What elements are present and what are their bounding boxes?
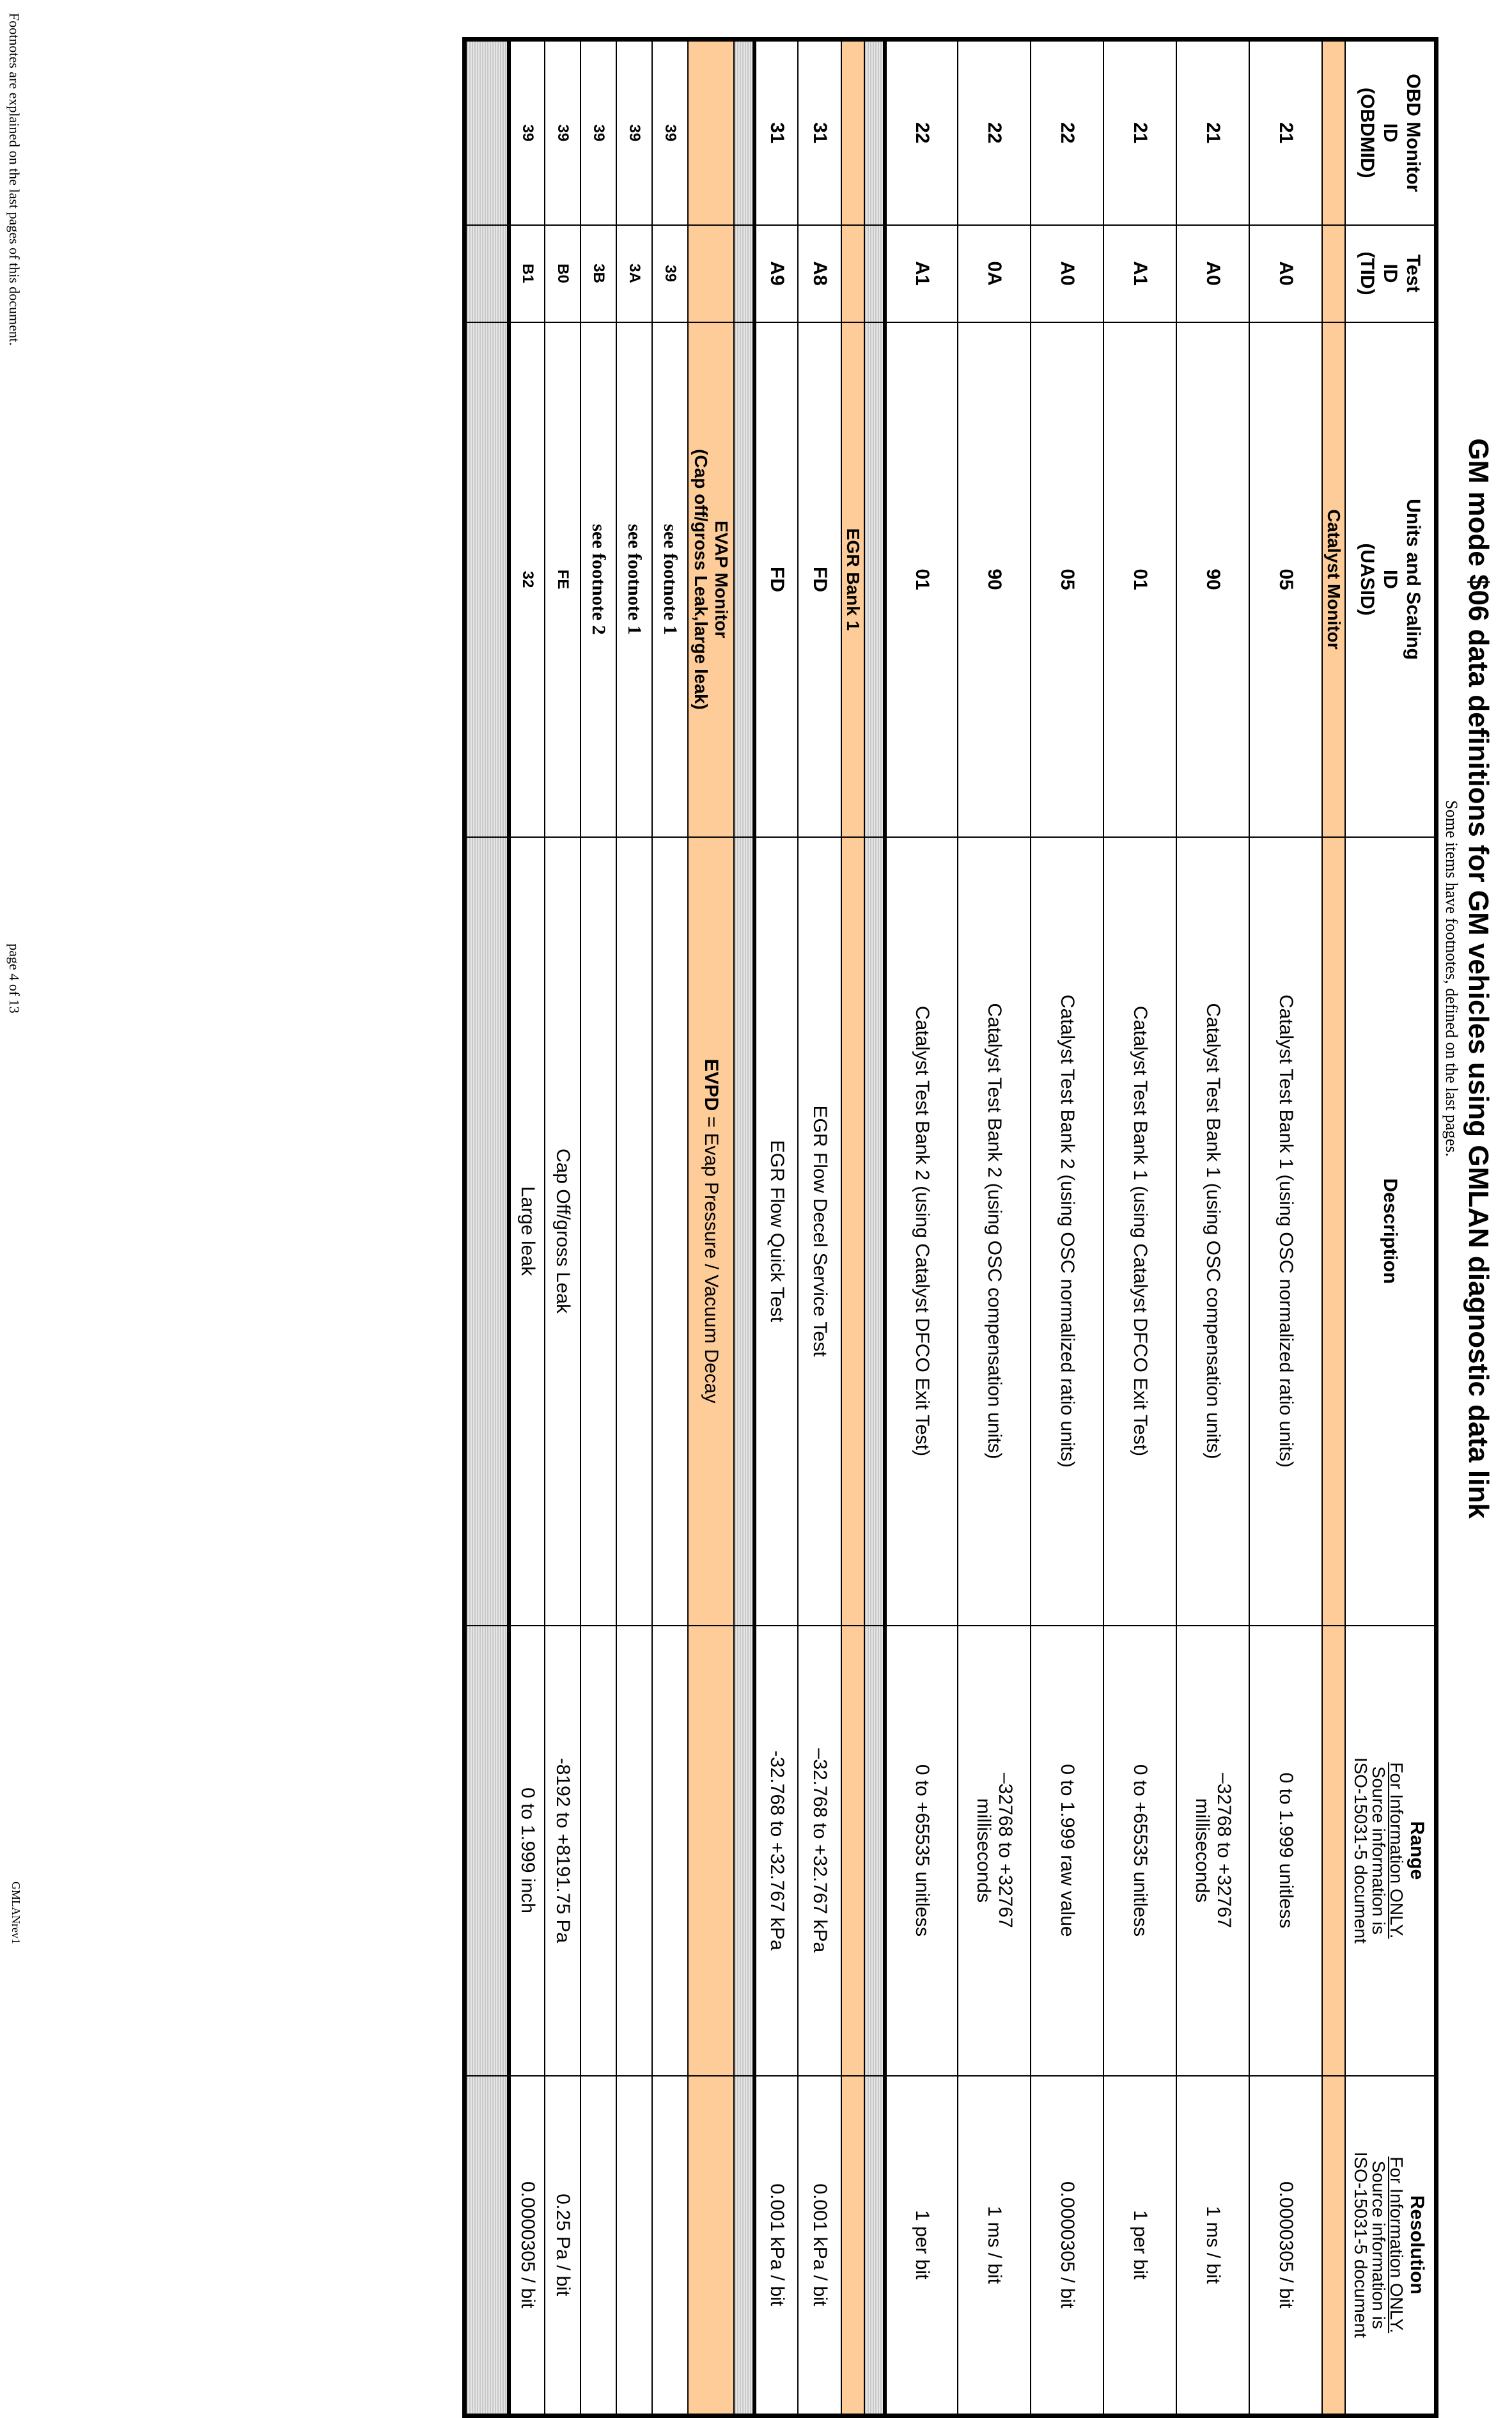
section-catalyst (1323, 40, 1346, 2416)
section-description: EVPD = Evap Pressure / Vacuum Decay (689, 837, 735, 1626)
table-row: 22 A0 05 Catalyst Test Bank 2 (using OSC normalized ratio units) 0 to 1.999 raw value 0.0000305 / bit (1031, 40, 1104, 2416)
data-table (462, 37, 1438, 2418)
section-egr (842, 40, 865, 2416)
separator-bar (865, 40, 885, 2416)
separator-bar (735, 40, 755, 2416)
table-row: 21 A1 01 Catalyst Test Bank 1 (using Catalyst DFCO Exit Test) 0 to +65535 unitless 1 per bit (1104, 40, 1177, 2416)
table-row: 22 A1 01 Catalyst Test Bank 2 (using Catalyst DFCO Exit Test) 0 to +65535 unitless 1 per bit (885, 40, 958, 2416)
separator-bar (465, 40, 510, 2416)
table-row: 39 B0 FE Cap Off/gross Leak -8192 to +8191.75 Pa 0.25 Pa / bit (545, 40, 581, 2416)
header-description: Description (1346, 837, 1437, 1626)
header-obdmid: OBD Monitor ID (OBDMID) (1346, 40, 1437, 225)
section-evap (689, 40, 735, 2416)
header-resolution: Resolution For Information ONLY. Source information is ISO-15031-5 document (1346, 2076, 1437, 2416)
page-title: GM mode $06 data definitions for GM vehicles using GMLAN diagnostic data link (1463, 438, 1494, 1519)
section-label: EGR Bank 1 (842, 322, 865, 837)
table-row: 21 A0 05 Catalyst Test Bank 1 (using OSC normalized ratio units) 0 to 1.999 unitless 0.0000305 / bit (1250, 40, 1323, 2416)
doc-revision: GMLANrev1 (10, 1881, 22, 1944)
table-row: 39 B1 32 Large leak 0 to 1.999 inch 0.0000305 / bit (510, 40, 545, 2416)
page-number: page 4 of 13 (6, 943, 22, 1014)
section-label: EVAP Monitor (Cap off/gross Leak,large leak) (689, 322, 735, 837)
table-row: 39 3B see footnote 2 (581, 40, 617, 2416)
table-row: 21 A0 90 Catalyst Test Bank 1 (using OSC compensation units) –32768 to +32767 milliseconds 1 ms / bit (1177, 40, 1250, 2416)
header-uasid: Units and Scaling ID (UASID) (1346, 322, 1437, 837)
header-row (1346, 40, 1437, 2416)
table-row: 22 0A 90 Catalyst Test Bank 2 (using OSC compensation units) –32768 to +32767 milliseconds 1 ms / bit (958, 40, 1031, 2416)
table-row: 31 A9 FD EGR Flow Quick Test -32.768 to +32.767 kPa 0.001 kPa / bit (755, 40, 799, 2416)
footer-note: Footnotes are explained on the last pages of this document. (6, 13, 22, 346)
page-subtitle: Some items have footnotes, defined on the last pages. (1442, 800, 1461, 1157)
header-range: Range For Information ONLY. Source information is ISO-15031-5 document (1346, 1626, 1437, 2076)
header-tid: Test ID (TID) (1346, 225, 1437, 322)
table-row: 39 3A see footnote 1 (617, 40, 653, 2416)
table-row: 31 A8 FD EGR Flow Decel Service Test –32.768 to +32.767 kPa 0.001 kPa / bit (799, 40, 842, 2416)
table-row: 39 39 see footnote 1 (653, 40, 689, 2416)
section-label: Catalyst Monitor (1323, 322, 1346, 837)
